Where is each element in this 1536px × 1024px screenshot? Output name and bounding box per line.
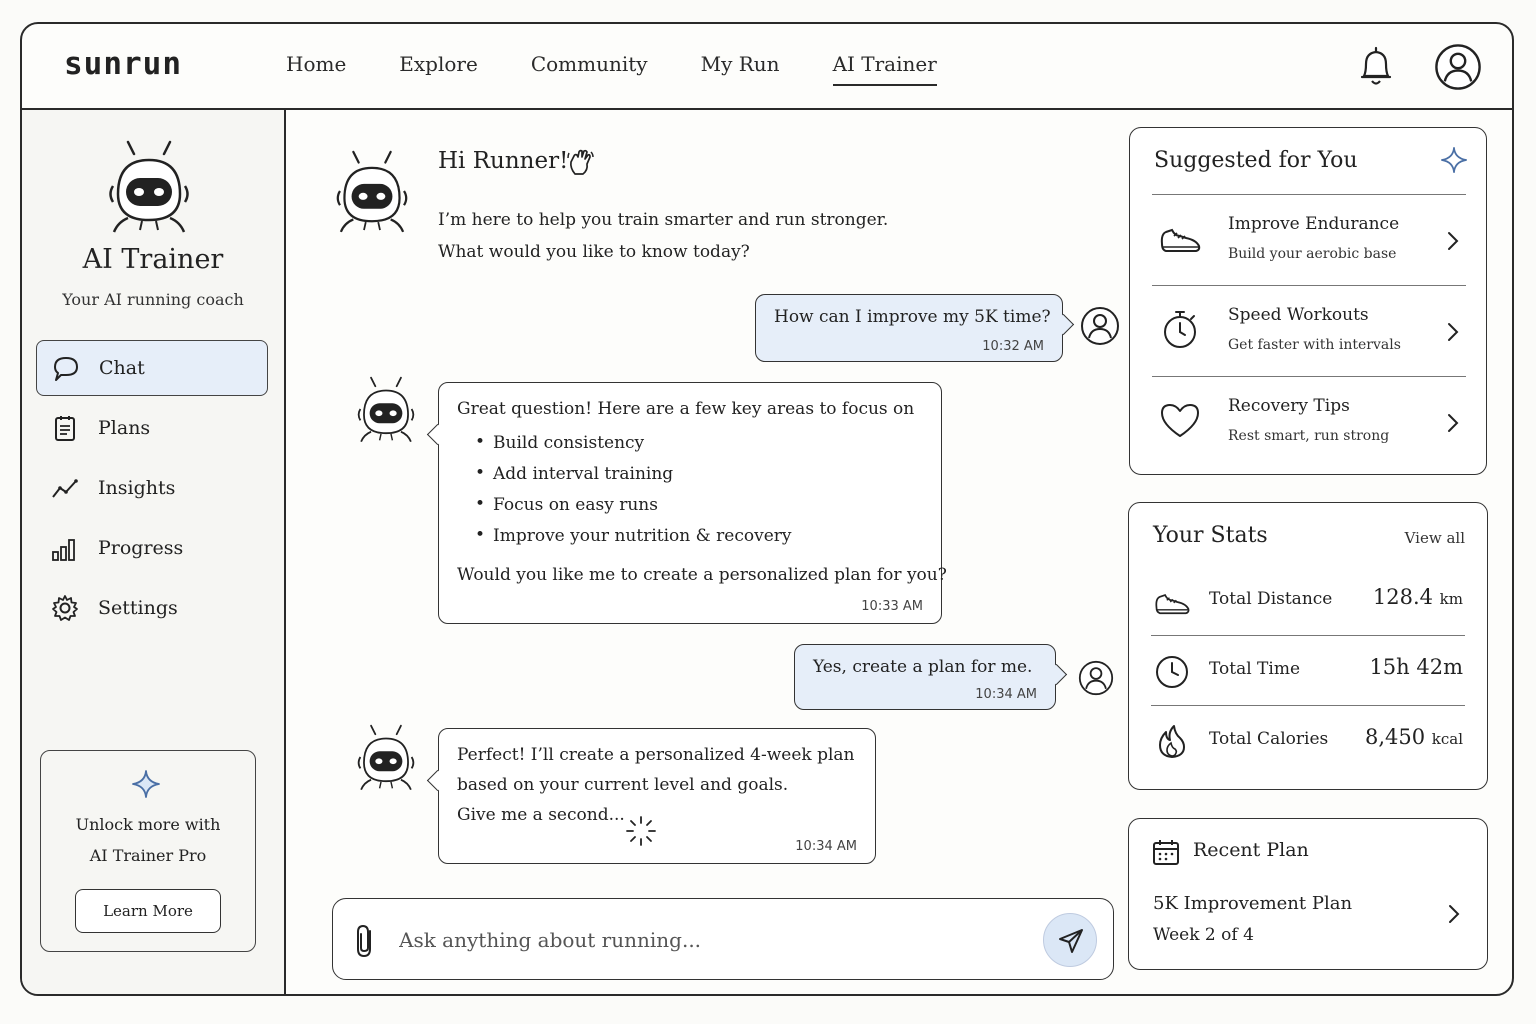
stat-label: Total Time	[1209, 659, 1301, 679]
shoe-icon	[1153, 583, 1191, 621]
bot-message	[438, 382, 947, 624]
stat-value: 8,450 kcal	[1364, 725, 1463, 749]
logo[interactable]: sunrun	[64, 46, 182, 82]
clock-icon	[1153, 653, 1191, 691]
stat-label: Total Distance	[1209, 589, 1333, 609]
chevron-right-icon	[1447, 903, 1461, 925]
pro-upsell-card	[40, 750, 256, 952]
sidebar-item-plans[interactable]	[36, 400, 268, 456]
message-composer	[332, 898, 1114, 980]
list-item: • Add interval training	[459, 464, 792, 495]
bell-icon[interactable]	[1356, 44, 1396, 88]
main-nav	[286, 52, 990, 86]
bar-chart-icon	[50, 533, 80, 563]
message-line-1: Perfect! I’ll create a personalized 4-week plan	[457, 745, 855, 765]
robot-avatar-icon	[332, 148, 412, 234]
suggestion-subtitle: Rest smart, run strong	[1228, 428, 1390, 444]
stat-unit: km	[1439, 590, 1463, 608]
sidebar-item-insights[interactable]	[36, 460, 268, 516]
send-button[interactable]	[1043, 913, 1097, 967]
view-all-link[interactable]: View all	[1404, 529, 1465, 547]
divider	[1152, 194, 1466, 195]
app-window	[20, 22, 1514, 996]
shoe-icon	[1158, 216, 1202, 260]
suggestion-improve-endurance[interactable]	[1152, 196, 1466, 286]
trend-line-icon	[50, 473, 80, 503]
greeting-line-2: What would you like to know today?	[438, 242, 750, 262]
suggestion-subtitle: Get faster with intervals	[1228, 337, 1401, 353]
greeting-line-1: I’m here to help you train smarter and run stronger.	[438, 210, 889, 230]
chat-area	[288, 110, 1110, 996]
stat-value: 128.4 km	[1372, 585, 1463, 609]
sparkle-icon	[1440, 146, 1468, 174]
sidebar	[22, 110, 286, 996]
sidebar-item-label: Insights	[98, 477, 176, 499]
message-intro: Great question! Here are a few key areas to focus on	[457, 399, 915, 419]
suggestion-title: Recovery Tips	[1228, 396, 1350, 416]
sidebar-item-progress[interactable]	[36, 520, 268, 576]
stat-total-time	[1151, 637, 1465, 707]
greeting-title: Hi Runner!	[438, 148, 569, 174]
clipboard-icon	[50, 413, 80, 443]
nav-ai-trainer[interactable]: AI Trainer	[833, 52, 937, 86]
suggested-panel	[1129, 127, 1487, 475]
suggestion-title: Speed Workouts	[1228, 305, 1369, 325]
chevron-right-icon	[1446, 230, 1460, 252]
sparkle-icon	[131, 769, 161, 799]
stats-title: Your Stats	[1153, 523, 1268, 548]
sidebar-item-settings[interactable]	[36, 580, 268, 636]
chat-bubble-icon	[51, 353, 81, 383]
recent-plan-card[interactable]	[1128, 818, 1488, 970]
sidebar-title: AI Trainer	[82, 244, 224, 275]
user-avatar-icon	[1078, 660, 1114, 696]
promo-line-1: Unlock more with	[75, 815, 221, 834]
message-line-3: Give me a second...	[457, 805, 625, 825]
waving-hand-icon	[566, 148, 596, 178]
paperclip-icon[interactable]	[353, 923, 379, 959]
divider	[1151, 705, 1465, 706]
message-time: 10:34 AM	[795, 839, 857, 854]
top-navbar	[22, 24, 1512, 110]
suggestion-speed-workouts[interactable]	[1152, 287, 1466, 377]
user-message	[794, 644, 1056, 710]
stopwatch-icon	[1158, 307, 1202, 351]
suggestion-recovery-tips[interactable]	[1152, 378, 1466, 468]
chevron-right-icon	[1446, 321, 1460, 343]
learn-more-button[interactable]: Learn More	[75, 889, 221, 933]
profile-avatar-icon[interactable]	[1434, 43, 1482, 91]
loading-spinner-icon	[623, 813, 659, 849]
nav-home[interactable]: Home	[286, 52, 347, 76]
promo-text	[41, 809, 255, 871]
suggestion-title: Improve Endurance	[1228, 214, 1400, 234]
stat-unit: kcal	[1431, 730, 1463, 748]
chevron-right-icon	[1446, 412, 1460, 434]
user-avatar-icon	[1080, 306, 1120, 346]
divider	[1152, 376, 1466, 377]
message-outro: Would you like me to create a personalized plan for you?	[457, 565, 947, 585]
divider	[1151, 635, 1465, 636]
nav-my-run[interactable]: My Run	[700, 52, 780, 76]
suggested-title: Suggested for You	[1154, 148, 1358, 173]
sidebar-item-label: Settings	[98, 597, 178, 619]
stat-total-distance	[1151, 567, 1465, 637]
nav-explore[interactable]: Explore	[399, 52, 478, 76]
message-text: How can I improve my 5K time?	[774, 307, 1051, 327]
bot-message	[438, 728, 876, 864]
calendar-icon	[1151, 837, 1181, 867]
flame-icon	[1153, 723, 1191, 761]
message-line-2: based on your current level and goals.	[457, 775, 789, 795]
robot-mascot-icon	[104, 138, 194, 234]
list-item: • Build consistency	[459, 433, 792, 464]
sidebar-item-chat[interactable]	[36, 340, 268, 396]
heart-icon	[1158, 398, 1202, 442]
paper-plane-icon	[1057, 927, 1085, 955]
divider	[1152, 285, 1466, 286]
message-text: Yes, create a plan for me.	[813, 657, 1033, 677]
user-message	[755, 294, 1063, 362]
stat-value: 15h 42m	[1369, 655, 1463, 679]
sidebar-subtitle: Your AI running coach	[62, 290, 244, 309]
plan-progress: Week 2 of 4	[1153, 925, 1254, 945]
message-time: 10:33 AM	[861, 599, 923, 614]
sidebar-item-label: Chat	[99, 357, 145, 379]
recent-plan-title: Recent Plan	[1193, 839, 1309, 861]
gear-icon	[50, 593, 80, 623]
sidebar-item-label: Progress	[98, 537, 184, 559]
sidebar-item-label: Plans	[98, 417, 151, 439]
stat-total-calories	[1151, 707, 1465, 777]
promo-line-2: AI Trainer Pro	[89, 846, 207, 865]
plan-name: 5K Improvement Plan	[1153, 893, 1353, 914]
suggestion-subtitle: Build your aerobic base	[1228, 246, 1397, 262]
stats-panel	[1128, 502, 1488, 790]
message-time: 10:32 AM	[982, 339, 1044, 354]
stat-label: Total Calories	[1209, 729, 1329, 749]
nav-community[interactable]: Community	[530, 52, 648, 76]
tips-list	[459, 433, 792, 557]
robot-avatar-icon	[354, 722, 418, 792]
list-item: • Focus on easy runs	[459, 495, 792, 526]
sidebar-menu	[36, 340, 268, 640]
chat-input[interactable]	[399, 919, 1019, 961]
message-time: 10:34 AM	[975, 687, 1037, 702]
list-item: • Improve your nutrition & recovery	[459, 526, 792, 557]
robot-avatar-icon	[354, 374, 418, 444]
